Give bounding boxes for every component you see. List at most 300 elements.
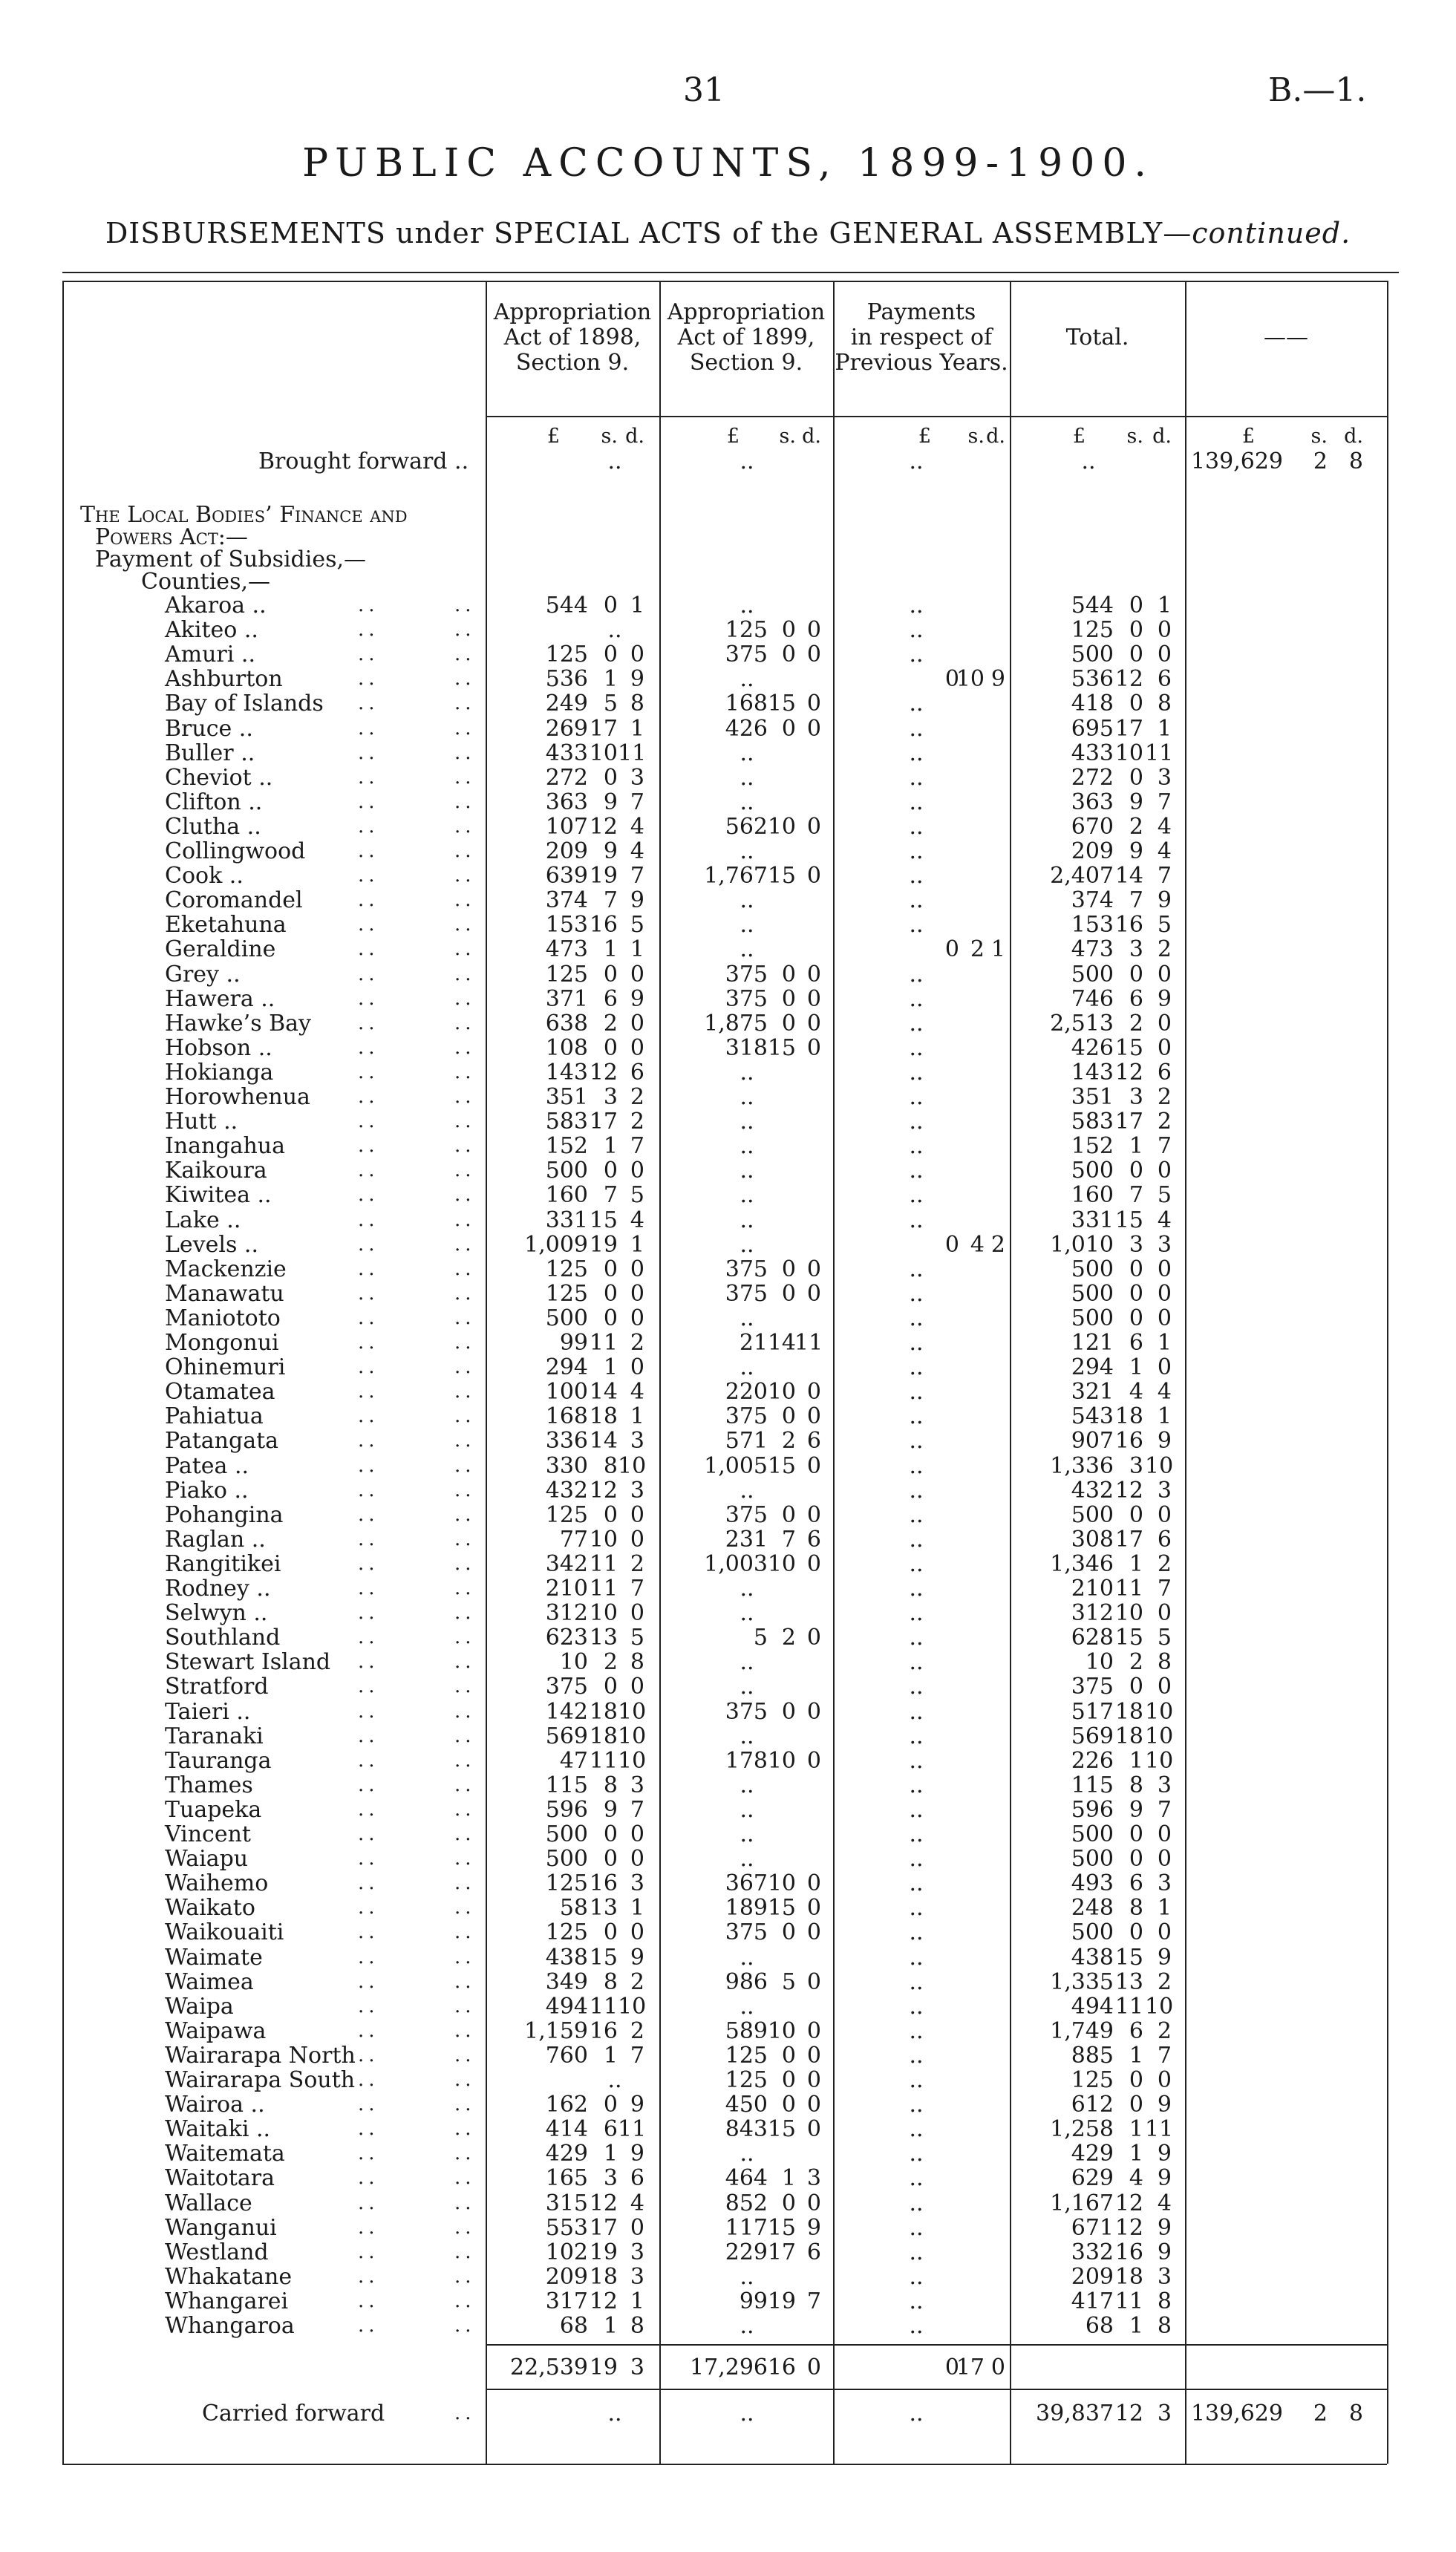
brought-forward-total-shillings: 2 (1313, 448, 1328, 474)
county-name: Piako .. (165, 1478, 249, 1504)
unit-pound: £ (546, 425, 560, 448)
row-c1-shillings: 18 (589, 1403, 618, 1429)
leader-dots: .. (454, 1455, 476, 1477)
county-name: Cheviot .. (165, 765, 273, 791)
leader-dots: .. (454, 1037, 476, 1059)
row-c1-pence: 8 (630, 1649, 644, 1675)
leader-dots: .. (454, 692, 476, 714)
row-c2-shillings: 0 (781, 2067, 796, 2093)
leader-dots: .. (454, 1700, 476, 1723)
row-c2-pence: 0 (806, 716, 821, 742)
row-c1-pence: 9 (630, 2092, 644, 2118)
column-header-c5: —— (1264, 324, 1308, 350)
row-c2-shillings: 10 (767, 2018, 796, 2044)
leader-dots: .. (454, 2314, 476, 2337)
county-name: Wairarapa North (165, 2043, 356, 2069)
county-name: Hobson .. (165, 1035, 272, 1061)
row-c2-pounds: 1,875 (704, 1011, 768, 1037)
county-name: Taranaki (165, 1723, 264, 1749)
county-name: Hokianga (165, 1060, 274, 1086)
row-c2-pounds: 375 (725, 1919, 768, 1945)
row-c2-pounds: 562 (725, 814, 768, 840)
carried-forward-grand-shillings: 2 (1313, 2401, 1328, 2427)
row-c4-pounds: 115 (1071, 1772, 1114, 1798)
row-c4-pounds: 1,167 (1050, 2190, 1114, 2216)
leader-dots: .. (454, 1331, 476, 1354)
row-c2-shillings: 0 (781, 1256, 796, 1282)
unit-pound: £ (1241, 425, 1255, 448)
rule-under-subtitle (62, 272, 1399, 273)
subtotal-c2-pounds: 17,296 (690, 2354, 768, 2380)
row-c4-shillings: 0 (1129, 2067, 1143, 2093)
county-name: Selwyn .. (165, 1600, 268, 1626)
row-c1-pence: 10 (618, 1453, 647, 1479)
cell-dots: .. (909, 1453, 924, 1479)
county-name: Rodney .. (165, 1576, 271, 1602)
county-name: Waipa (165, 1994, 234, 2020)
row-c1-pence: 0 (630, 1035, 644, 1061)
column-header-c1: Section 9. (515, 350, 630, 376)
row-c1-pounds: 125 (545, 1502, 588, 1528)
row-c1-pence: 4 (630, 1207, 644, 1233)
row-c4-pence: 0 (1157, 962, 1172, 988)
row-c2-shillings: 0 (781, 1403, 796, 1429)
row-c1-shillings: 1 (603, 936, 618, 962)
row-c1-pence: 9 (630, 986, 644, 1012)
row-c4-pence: 9 (1157, 2165, 1172, 2191)
row-c1-pence: 0 (630, 1919, 644, 1945)
row-c2-pence: 0 (806, 2190, 821, 2216)
leader-dots: .. (358, 988, 379, 1010)
row-c4-shillings: 18 (1114, 1403, 1143, 1429)
row-c2-pounds: 843 (725, 2116, 768, 2142)
row-c2-pounds: 99 (739, 2288, 768, 2314)
row-c4-pence: 8 (1157, 1649, 1172, 1675)
leader-dots: .. (358, 1823, 379, 1845)
row-c4-shillings: 0 (1129, 1821, 1143, 1847)
row-c4-pence: 9 (1157, 1428, 1172, 1454)
row-c1-pounds: 312 (545, 1600, 588, 1626)
row-c1-shillings: 1 (603, 2043, 618, 2069)
row-c1-pounds: 315 (545, 2190, 588, 2216)
row-c1-pence: 4 (630, 814, 644, 840)
row-c4-pounds: 746 (1071, 986, 1114, 1012)
row-c4-shillings: 15 (1114, 1035, 1143, 1061)
column-header-c4: Total. (1065, 324, 1129, 350)
row-c4-shillings: 10 (1114, 1600, 1143, 1626)
row-c2-pounds: 220 (725, 1379, 768, 1405)
row-c4-shillings: 1 (1129, 1748, 1143, 1774)
row-c1-shillings: 1 (603, 1133, 618, 1159)
row-c4-shillings: 1 (1129, 1133, 1143, 1159)
row-c1-pence: 7 (630, 1576, 644, 1602)
cell-dots: .. (740, 2141, 754, 2167)
leader-dots: .. (358, 1184, 379, 1206)
cell-dots: .. (740, 1797, 754, 1823)
cell-dots: .. (909, 1060, 924, 1086)
row-c4-pence: 3 (1157, 1772, 1172, 1798)
cell-dots: .. (909, 838, 924, 864)
row-c4-pence: 9 (1157, 2215, 1172, 2241)
row-c4-pence: 11 (1145, 2116, 1174, 2142)
row-c4-pounds: 10 (1085, 1649, 1114, 1675)
leader-dots: .. (454, 988, 476, 1010)
row-c1-shillings: 13 (589, 1625, 618, 1651)
page-reference: B.—1. (1268, 71, 1367, 109)
cell-dots: .. (909, 1281, 924, 1307)
leader-dots: .. (358, 1429, 379, 1452)
row-c2-pounds: 375 (725, 1256, 768, 1282)
leader-dots: .. (358, 742, 379, 764)
county-name: Amuri .. (165, 642, 255, 668)
row-c1-shillings: 12 (589, 2190, 618, 2216)
row-c2-pence: 0 (806, 2018, 821, 2044)
row-c4-pounds: 331 (1071, 1207, 1114, 1233)
leader-dots: .. (358, 913, 379, 936)
county-name: Waipawa (165, 2018, 267, 2044)
row-c2-shillings: 19 (767, 2288, 796, 2314)
row-c2-shillings: 10 (767, 1551, 796, 1577)
row-c1-pence: 9 (630, 1945, 644, 1971)
row-c1-shillings: 11 (589, 1576, 618, 1602)
cell-dots: .. (607, 2067, 622, 2093)
row-c4-pence: 1 (1157, 593, 1172, 619)
row-c4-shillings: 0 (1129, 1919, 1143, 1945)
row-c2-pence: 7 (806, 2288, 821, 2314)
row-c1-pounds: 569 (545, 1723, 588, 1749)
row-c1-pence: 0 (630, 2215, 644, 2241)
leader-dots: .. (358, 766, 379, 789)
leader-dots: .. (454, 717, 476, 740)
row-c1-pence: 5 (630, 1182, 644, 1208)
row-c1-pounds: 500 (545, 1821, 588, 1847)
column-rule (1010, 281, 1011, 2464)
leader-dots: .. (358, 1282, 379, 1305)
row-c4-pounds: 152 (1071, 1133, 1114, 1159)
leader-dots: .. (454, 1184, 476, 1206)
row-c2-shillings: 0 (781, 2190, 796, 2216)
cell-dots: .. (740, 1060, 754, 1086)
leader-dots: .. (358, 815, 379, 838)
row-c2-shillings: 0 (781, 1919, 796, 1945)
leader-dots: .. (454, 1602, 476, 1624)
leader-dots: .. (358, 1037, 379, 1059)
row-c1-shillings: 18 (589, 1723, 618, 1749)
table-left-rule (62, 281, 64, 2464)
row-c2-shillings: 0 (781, 1281, 796, 1307)
cell-dots: .. (909, 1551, 924, 1577)
row-c4-pence: 10 (1145, 1748, 1174, 1774)
row-c4-pounds: 2,513 (1050, 1011, 1114, 1037)
row-c1-pence: 2 (630, 1330, 644, 1356)
cell-dots: .. (909, 986, 924, 1012)
row-c2-pence: 0 (806, 1379, 821, 1405)
row-c1-pounds: 374 (545, 887, 588, 913)
row-c4-pence: 0 (1157, 1674, 1172, 1700)
leader-dots: .. (454, 1528, 476, 1550)
row-c4-pounds: 670 (1071, 814, 1114, 840)
row-c4-pence: 4 (1157, 1379, 1172, 1405)
row-c1-pence: 7 (630, 1797, 644, 1823)
row-c4-shillings: 10 (1114, 740, 1143, 766)
county-name: Wairoa .. (165, 2092, 265, 2118)
row-c4-pounds: 569 (1071, 1723, 1114, 1749)
page-subtitle (0, 217, 1456, 249)
row-c1-pence: 11 (618, 2116, 647, 2142)
leader-dots: .. (454, 2290, 476, 2312)
subtitle-continued: continued. (1192, 217, 1351, 249)
row-c1-pence: 0 (630, 1256, 644, 1282)
county-name: Hawke’s Bay (165, 1011, 312, 1037)
row-c4-pounds: 294 (1071, 1354, 1114, 1380)
row-c1-pounds: 142 (545, 1699, 588, 1725)
row-c2-shillings: 0 (781, 1011, 796, 1037)
row-c2-pence: 0 (806, 617, 821, 643)
leader-dots: .. (454, 2044, 476, 2066)
row-c4-pounds: 1,346 (1050, 1551, 1114, 1577)
leader-dots: .. (358, 2044, 379, 2066)
row-c4-pounds: 351 (1071, 1084, 1114, 1110)
row-c1-pence: 10 (618, 1994, 647, 2020)
county-name: Whangaroa (165, 2313, 295, 2339)
row-c4-pounds: 143 (1071, 1060, 1114, 1086)
county-name: Patea .. (165, 1453, 249, 1479)
table-top-rule (62, 281, 1387, 282)
cell-dots: .. (740, 1354, 754, 1380)
row-c4-pence: 3 (1157, 2264, 1172, 2290)
row-c2-pence: 0 (806, 1919, 821, 1945)
unit-pence: d. (1152, 425, 1172, 448)
cell-dots: .. (909, 691, 924, 717)
leader-dots: .. (454, 938, 476, 960)
row-c4-shillings: 0 (1129, 1674, 1143, 1700)
cell-dots: .. (909, 1502, 924, 1528)
cell-dots: .. (740, 1846, 754, 1872)
leader-dots: .. (358, 889, 379, 911)
row-c2-pence: 0 (806, 1551, 821, 1577)
row-c4-pence: 2 (1157, 1084, 1172, 1110)
row-c1-shillings: 11 (589, 1551, 618, 1577)
row-c4-shillings: 1 (1129, 1551, 1143, 1577)
row-c4-pence: 3 (1157, 1232, 1172, 1258)
row-c1-shillings: 8 (603, 1772, 618, 1798)
cell-dots: .. (740, 1207, 754, 1233)
leader-dots: .. (454, 1086, 476, 1108)
cell-dots: .. (909, 1256, 924, 1282)
row-c4-pence: 2 (1157, 1969, 1172, 1995)
row-c4-pence: 3 (1157, 1870, 1172, 1896)
cell-dots: .. (740, 1133, 754, 1159)
row-c1-shillings: 10 (589, 1527, 618, 1553)
column-rule (659, 281, 661, 2464)
row-c1-pounds: 371 (545, 986, 588, 1012)
cell-dots: .. (740, 936, 754, 962)
row-c4-pence: 7 (1157, 2043, 1172, 2069)
row-c4-shillings: 2 (1129, 814, 1143, 840)
leader-dots: .. (358, 1872, 379, 1894)
cell-dots: .. (909, 1772, 924, 1798)
row-c4-shillings: 0 (1129, 765, 1143, 791)
cell-dots: .. (740, 448, 754, 474)
row-c4-pounds: 629 (1071, 2165, 1114, 2191)
cell-dots: .. (607, 448, 622, 474)
row-c4-shillings: 3 (1129, 936, 1143, 962)
cell-dots: .. (740, 1478, 754, 1504)
row-c4-pence: 0 (1157, 1919, 1172, 1945)
cell-dots: .. (909, 1182, 924, 1208)
carried-forward-rule (486, 2389, 1387, 2390)
cell-dots: .. (909, 2288, 924, 2314)
row-c2-pence: 0 (806, 1502, 821, 1528)
cell-dots: .. (740, 1945, 754, 1971)
subtotal-c3-pounds: 0 (944, 2354, 959, 2380)
cell-dots: .. (740, 1821, 754, 1847)
row-c4-pounds: 417 (1071, 2288, 1114, 2314)
table-bottom-rule (62, 2464, 1387, 2465)
cell-dots: .. (909, 2264, 924, 2290)
county-name: Hutt .. (165, 1109, 238, 1135)
row-c1-pence: 1 (630, 1403, 644, 1429)
row-c2-pounds: 375 (725, 1502, 768, 1528)
row-c4-shillings: 6 (1129, 986, 1143, 1012)
cell-dots: .. (909, 1478, 924, 1504)
row-c4-pounds: 671 (1071, 2215, 1114, 2241)
cell-dots: .. (740, 1158, 754, 1184)
row-c1-shillings: 18 (589, 2264, 618, 2290)
row-c2-pounds: 852 (725, 2190, 768, 2216)
row-c1-pence: 0 (630, 1674, 644, 1700)
row-c4-shillings: 1 (1129, 2116, 1143, 2142)
cell-dots: .. (909, 789, 924, 815)
row-c4-pounds: 248 (1071, 1895, 1114, 1921)
unit-pound: £ (726, 425, 740, 448)
leader-dots: .. (358, 2265, 379, 2288)
row-c2-pence: 0 (806, 986, 821, 1012)
cell-dots: .. (909, 1994, 924, 2020)
county-name: Cook .. (165, 863, 244, 889)
row-c1-shillings: 19 (589, 1232, 618, 1258)
leader-dots: .. (358, 1725, 379, 1747)
leader-dots: .. (358, 717, 379, 740)
cell-dots: .. (909, 1945, 924, 1971)
county-name: Clutha .. (165, 814, 261, 840)
column-header-c2: Act of 1899, (677, 324, 815, 350)
row-c1-pence: 2 (630, 2018, 644, 2044)
row-c4-pence: 0 (1157, 1821, 1172, 1847)
row-c1-pence: 2 (630, 1551, 644, 1577)
row-c2-pounds: 375 (725, 1281, 768, 1307)
row-c4-shillings: 17 (1114, 716, 1143, 742)
cell-dots: .. (909, 1846, 924, 1872)
row-c1-shillings: 9 (603, 838, 618, 864)
leader-dots: .. (358, 791, 379, 813)
row-c1-shillings: 0 (603, 1281, 618, 1307)
row-c4-shillings: 2 (1129, 1011, 1143, 1037)
row-c2-pounds: 375 (725, 1403, 768, 1429)
row-c4-pounds: 500 (1071, 1919, 1114, 1945)
cell-dots: .. (740, 1305, 754, 1331)
row-c1-pounds: 351 (545, 1084, 588, 1110)
leader-dots: .. (454, 1774, 476, 1796)
cell-dots: .. (909, 2313, 924, 2339)
row-c4-shillings: 14 (1114, 863, 1143, 889)
leader-dots: .. (454, 766, 476, 789)
leader-dots: .. (358, 1479, 379, 1501)
cell-dots: .. (909, 1084, 924, 1110)
row-c1-shillings: 1 (603, 2141, 618, 2167)
column-header-c1: Appropriation (493, 299, 652, 325)
leader-dots: .. (454, 2118, 476, 2140)
leader-dots: .. (454, 2093, 476, 2115)
cell-dots: .. (909, 2239, 924, 2265)
leader-dots: .. (454, 1479, 476, 1501)
leader-dots: .. (454, 1504, 476, 1526)
cell-dots: .. (740, 765, 754, 791)
row-c1-pounds: 414 (545, 2116, 588, 2142)
leader-dots: .. (454, 1946, 476, 1968)
row-c2-pounds: 426 (725, 716, 768, 742)
row-c4-shillings: 17 (1114, 1109, 1143, 1135)
leader-dots: .. (454, 1651, 476, 1673)
county-name: Eketahuna (165, 912, 287, 938)
cell-dots: .. (909, 1158, 924, 1184)
row-c1-pence: 0 (630, 1502, 644, 1528)
row-c2-pence: 9 (806, 2215, 821, 2241)
row-c4-pounds: 500 (1071, 1158, 1114, 1184)
row-c1-shillings: 7 (603, 1182, 618, 1208)
row-c2-shillings: 15 (767, 2215, 796, 2241)
unit-shilling: s. (1126, 425, 1143, 448)
cell-dots: .. (740, 2401, 754, 2427)
leader-dots: .. (358, 1626, 379, 1648)
row-c1-shillings: 19 (589, 863, 618, 889)
row-c1-pence: 6 (630, 1060, 644, 1086)
row-c1-pounds: 77 (559, 1527, 588, 1553)
row-c3-pence: 9 (990, 666, 1005, 692)
cell-dots: .. (909, 1305, 924, 1331)
row-c1-pence: 3 (630, 2239, 644, 2265)
leader-dots: .. (454, 1896, 476, 1919)
row-c1-pence: 3 (630, 1428, 644, 1454)
row-c2-pounds: 375 (725, 1699, 768, 1725)
row-c4-pence: 8 (1157, 2288, 1172, 2314)
table-right-rule (1387, 281, 1388, 2464)
row-c2-pence: 0 (806, 642, 821, 668)
row-c1-pounds: 544 (545, 593, 588, 619)
cell-dots: .. (909, 740, 924, 766)
leader-dots: .. (358, 1258, 379, 1280)
row-c1-pence: 0 (630, 642, 644, 668)
row-c4-shillings: 0 (1129, 1256, 1143, 1282)
unit-pound: £ (918, 425, 931, 448)
row-c1-shillings: 0 (603, 642, 618, 668)
row-c4-shillings: 7 (1129, 887, 1143, 913)
leader-dots: .. (358, 864, 379, 887)
row-c4-pence: 8 (1157, 691, 1172, 717)
row-c4-shillings: 1 (1129, 2043, 1143, 2069)
county-name: Kaikoura (165, 1158, 267, 1184)
unit-shilling: s. (967, 425, 985, 448)
cell-dots: .. (909, 2215, 924, 2241)
row-c1-pence: 0 (630, 1011, 644, 1037)
row-c4-pence: 5 (1157, 1625, 1172, 1651)
row-c4-pounds: 543 (1071, 1403, 1114, 1429)
subtotal-c1-shillings: 19 (589, 2354, 618, 2380)
row-c1-pounds: 330 (545, 1453, 588, 1479)
leader-dots: .. (358, 643, 379, 665)
cell-dots: .. (909, 1895, 924, 1921)
row-c1-shillings: 0 (603, 1502, 618, 1528)
